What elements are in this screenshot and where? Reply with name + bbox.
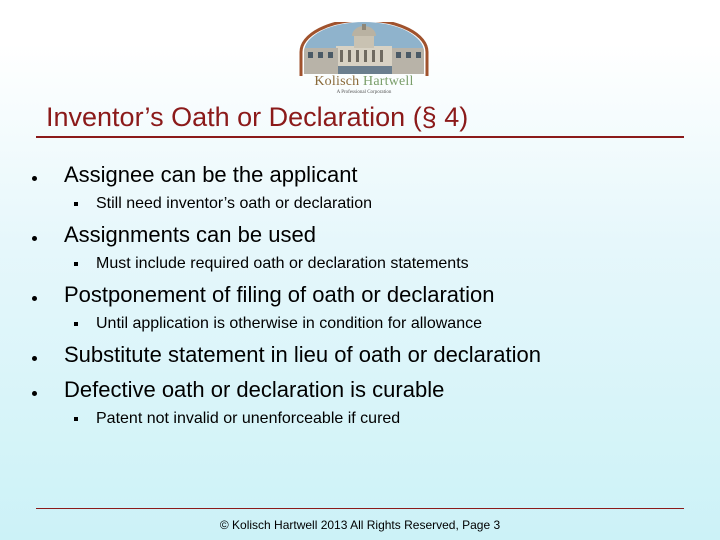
capitol-building-arch-icon <box>296 22 432 78</box>
bullet-marker <box>32 356 37 361</box>
title-underline <box>36 136 684 138</box>
logo-name-part1: Kolisch <box>314 74 360 89</box>
sub-bullet-item: Must include required oath or declaration statements <box>96 255 469 272</box>
sub-bullet-item: Patent not invalid or unenforceable if cured <box>96 410 401 427</box>
company-logo <box>296 22 432 100</box>
bullet-marker <box>32 296 37 301</box>
slide-title: Inventor’s Oath or Declaration (§ 4) <box>46 102 469 132</box>
bullet-item: Assignee can be the applicant <box>64 162 358 187</box>
bullet-marker <box>32 176 37 181</box>
footer-rule <box>36 508 684 509</box>
sub-bullet-item: Still need inventor’s oath or declaration <box>96 195 373 212</box>
logo-name-part2: Hartwell <box>363 74 414 89</box>
footer-copyright: © Kolisch Hartwell 2013 All Rights Reserved, Page 3 <box>219 518 501 532</box>
logo-tagline: A Professional Corporation <box>336 90 392 95</box>
logo-name <box>296 74 432 90</box>
sub-bullet-marker <box>74 262 78 266</box>
bullet-item: Postponement of filing of oath or declaration <box>64 282 495 307</box>
bullet-item: Defective oath or declaration is curable <box>64 377 445 402</box>
bullet-marker <box>32 391 37 396</box>
sub-bullet-marker <box>74 322 78 326</box>
sub-bullet-marker <box>74 202 78 206</box>
bullet-marker <box>32 236 37 241</box>
sub-bullet-marker <box>74 417 78 421</box>
bullet-item: Assignments can be used <box>64 222 316 247</box>
sub-bullet-item: Until application is otherwise in condition for allowance <box>96 315 482 332</box>
bullet-item: Substitute statement in lieu of oath or declaration <box>64 342 541 367</box>
